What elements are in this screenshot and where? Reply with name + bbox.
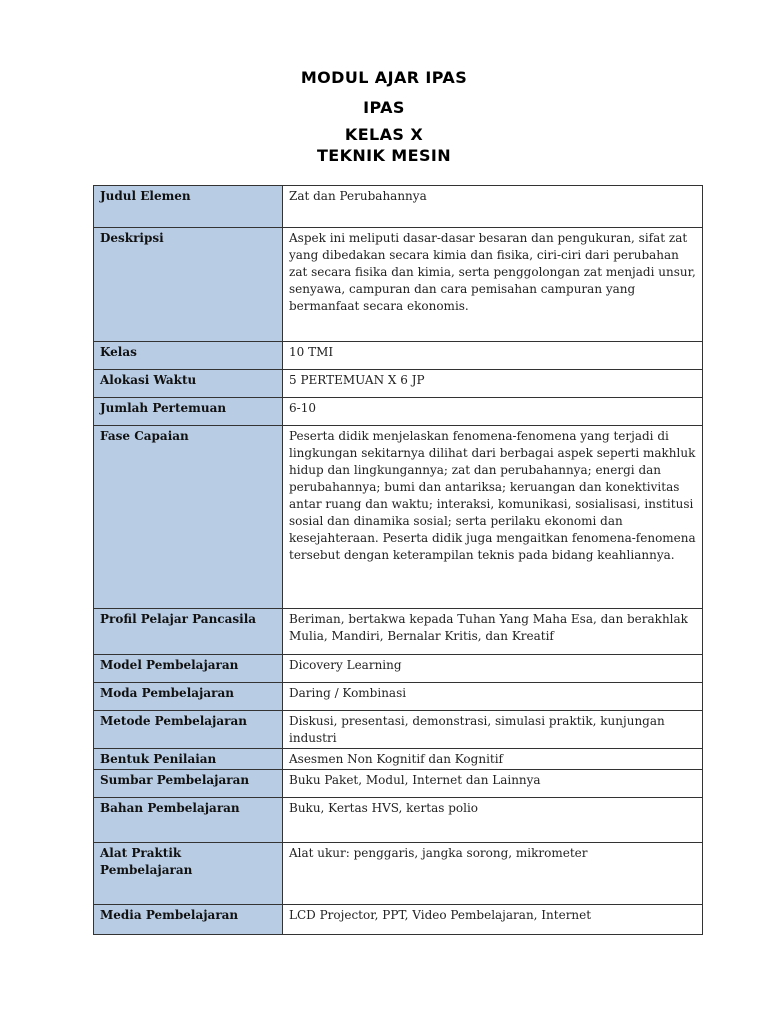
table-row (94, 683, 703, 711)
table-row (94, 426, 703, 609)
row-label: Profil Pelajar Pancasila (94, 609, 283, 655)
row-value: 6-10 (283, 398, 703, 426)
table-row (94, 711, 703, 749)
title-line-4: TEKNIK MESIN (316, 146, 452, 165)
module-table (93, 185, 703, 935)
row-label: Bahan Pembelajaran (94, 798, 283, 843)
row-value: Zat dan Perubahannya (283, 186, 703, 228)
table-row (94, 798, 703, 843)
table-row (94, 228, 703, 342)
row-label: Alat Praktik Pembelajaran (94, 843, 283, 905)
table-row (94, 749, 703, 770)
row-value: Peserta didik menjelaskan fenomena-fenomena yang terjadi di lingkungan sekitarnya dilihat dari berbagai aspek seperti makhluk hidup dan lingkungannya; zat dan perubahannya; energi dan perubahannya; bumi dan antariksa; keruangan dan konektivitas antar ruang dan waktu; interaksi, komunikasi, sosialisasi, institusi sosial dan dinamika sosial; serta perilaku ekonomi dan kesejahteraan. Peserta didik juga mengaitkan fenomena-fenomena tersebut dengan keterampilan teknis pada bidang keahliannya. (283, 426, 703, 609)
title-line-2: IPAS (363, 98, 405, 117)
row-value: Alat ukur: penggaris, jangka sorong, mikrometer (283, 843, 703, 905)
row-value: Beriman, bertakwa kepada Tuhan Yang Maha Esa, dan berakhlak Mulia, Mandiri, Bernalar Kritis, dan Kreatif (283, 609, 703, 655)
row-value: Asesmen Non Kognitif dan Kognitif (283, 749, 703, 770)
row-value: Diskusi, presentasi, demonstrasi, simulasi praktik, kunjungan industri (283, 711, 703, 749)
row-value: Aspek ini meliputi dasar-dasar besaran dan pengukuran, sifat zat yang dibedakan secara kimia dan fisika, ciri-ciri dari perubahan zat secara fisika dan kimia, serta penggolongan zat menjadi unsur, senyawa, campuran dan cara pemisahan campuran yang bermanfaat secara ekonomis. (283, 228, 703, 342)
row-label: Media Pembelajaran (94, 905, 283, 935)
table-row (94, 905, 703, 935)
row-label: Kelas (94, 342, 283, 370)
row-value: Daring / Kombinasi (283, 683, 703, 711)
title-line-3: KELAS X (344, 125, 424, 144)
row-value: 10 TMI (283, 342, 703, 370)
row-value: LCD Projector, PPT, Video Pembelajaran, Internet (283, 905, 703, 935)
row-label: Metode Pembelajaran (94, 711, 283, 749)
table-row (94, 342, 703, 370)
row-label: Moda Pembelajaran (94, 683, 283, 711)
table-row (94, 186, 703, 228)
title-line-1: MODUL AJAR IPAS (300, 68, 468, 87)
row-value: 5 PERTEMUAN X 6 JP (283, 370, 703, 398)
row-label: Alokasi Waktu (94, 370, 283, 398)
table-row (94, 843, 703, 905)
row-label: Bentuk Penilaian (94, 749, 283, 770)
row-value: Buku, Kertas HVS, kertas polio (283, 798, 703, 843)
row-label: Jumlah Pertemuan (94, 398, 283, 426)
row-value: Dicovery Learning (283, 655, 703, 683)
row-label: Judul Elemen (94, 186, 283, 228)
table-row (94, 370, 703, 398)
table-row (94, 655, 703, 683)
table-row (94, 609, 703, 655)
table-row (94, 770, 703, 798)
row-value: Buku Paket, Modul, Internet dan Lainnya (283, 770, 703, 798)
table-row (94, 398, 703, 426)
row-label: Deskripsi (94, 228, 283, 342)
row-label: Fase Capaian (94, 426, 283, 609)
row-label: Model Pembelajaran (94, 655, 283, 683)
row-label: Sumbar Pembelajaran (94, 770, 283, 798)
